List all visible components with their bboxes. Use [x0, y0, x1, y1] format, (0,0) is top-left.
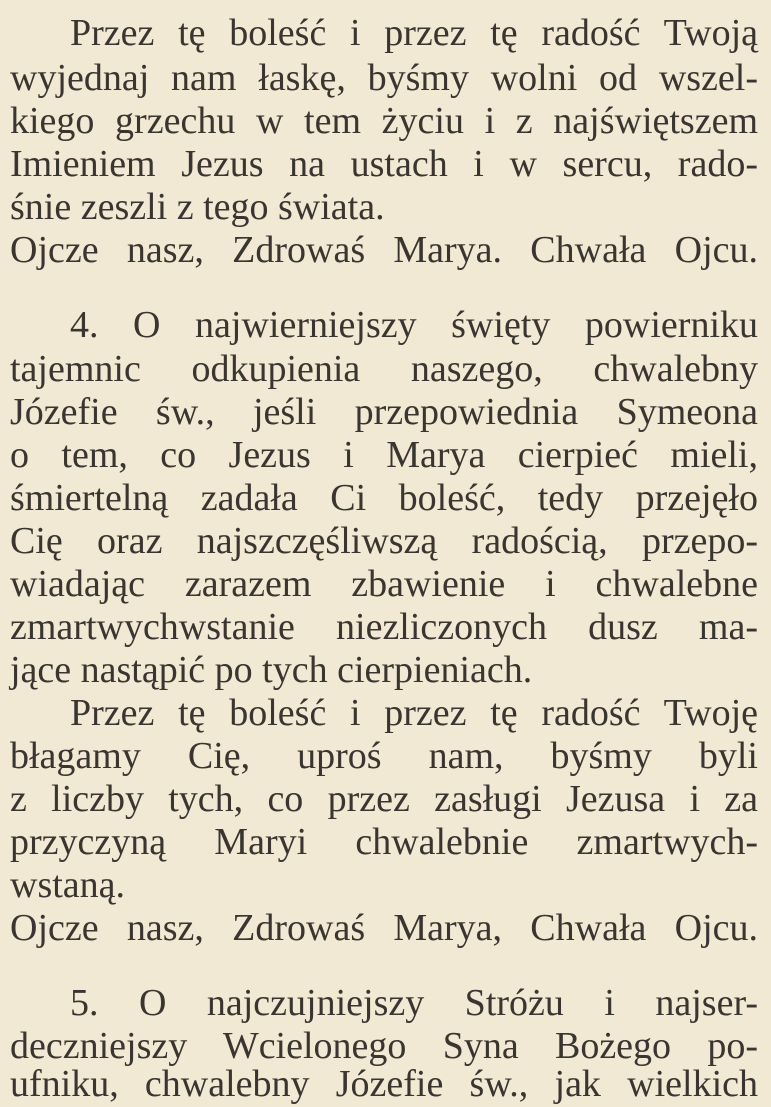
- text-line: wiadając zarazem zbawienie i chwalebne: [10, 563, 758, 605]
- text-line: ufniku, chwalebny Józefie św., jak wielkich: [10, 1063, 758, 1105]
- text-line: wyjednaj nam łaskę, byśmy wolni od wszel-: [10, 57, 758, 99]
- text-line: śmiertelną zadała Ci boleść, tedy przejęło: [10, 477, 758, 519]
- text-line: 5. O najczujniejszy Stróżu i najser-: [70, 982, 758, 1024]
- text-line: Ojcze nasz, Zdrowaś Marya, Chwała Ojcu.: [10, 907, 758, 949]
- text-line: kiego grzechu w tem życiu i z najświętszem: [10, 100, 758, 142]
- text-line: z liczby tych, co przez zasługi Jezusa i za: [10, 778, 758, 820]
- text-line: Przez tę boleść i przez tę radość Twoję: [70, 692, 758, 734]
- text-line: przyczyną Maryi chwalebnie zmartwych-: [10, 821, 758, 863]
- text-line: Imieniem Jezus na ustach i w sercu, rado-: [10, 143, 758, 185]
- text-line: błagamy Cię, uproś nam, byśmy byli: [10, 735, 758, 777]
- text-line: Ojcze nasz, Zdrowaś Marya. Chwała Ojcu.: [10, 229, 758, 271]
- text-line: jące nastąpić po tych cierpieniach.: [10, 649, 533, 691]
- text-line: zmartwychwstanie niezliczonych dusz ma-: [10, 606, 758, 648]
- text-line: Cię oraz najszczęśliwszą radością, przepo-: [10, 520, 758, 562]
- text-line: tajemnic odkupienia naszego, chwalebny: [10, 348, 758, 390]
- text-line: wstaną.: [10, 864, 126, 906]
- text-line: deczniejszy Wcielonego Syna Bożego po-: [10, 1025, 758, 1067]
- text-line: Przez tę boleść i przez tę radość Twoją: [70, 12, 758, 54]
- text-line: śnie zeszli z tego świata.: [10, 186, 385, 228]
- text-line: Józefie św., jeśli przepowiednia Symeona: [10, 391, 758, 433]
- text-line: 4. O najwierniejszy święty powierniku: [70, 304, 758, 346]
- text-line: o tem, co Jezus i Marya cierpieć mieli,: [10, 434, 758, 476]
